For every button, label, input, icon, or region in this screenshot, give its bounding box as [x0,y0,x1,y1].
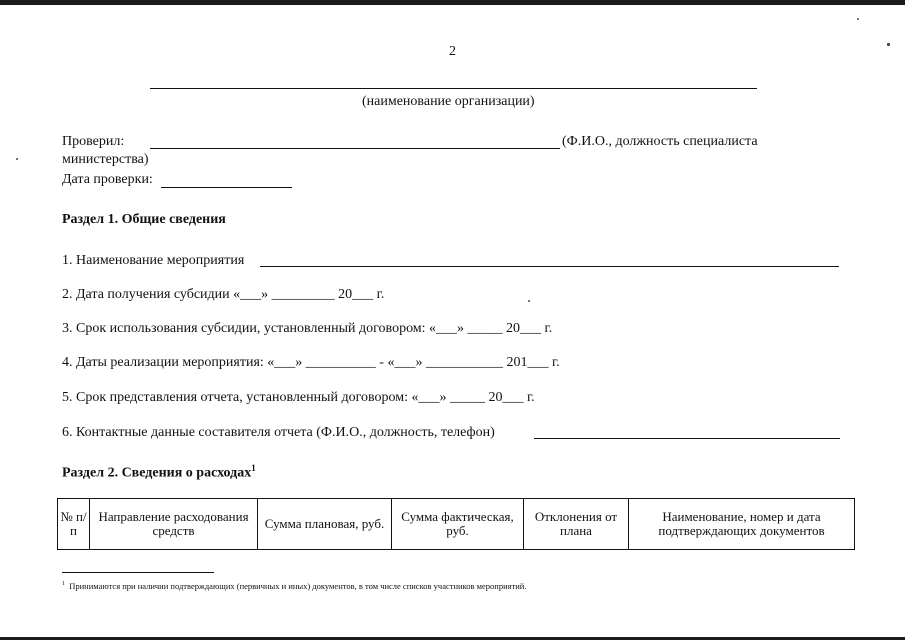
item-subsidy-term: 3. Срок использования субсидии, установленный договором: «___» _____ 20___ г. [62,321,553,336]
col-number-header: № п/п [58,499,90,550]
section2-footnote-mark: 1 [251,463,256,473]
footnote-separator [62,572,214,573]
event-name-line [260,266,839,267]
scan-speck [16,158,18,160]
scan-top-border [0,0,905,5]
page-number: 2 [449,44,456,59]
footnote-mark: 1 [62,581,65,588]
organization-name-caption: (наименование организации) [362,94,535,109]
section1-title: Раздел 1. Общие сведения [62,212,226,227]
footnote-text: Принимаются при наличии подтверждающих (первичных и иных) документов, в том числе списков участников мероприятий. [69,581,527,591]
item-event-name: 1. Наименование мероприятия [62,253,245,268]
col-planned-sum-header: Сумма плановая, руб. [258,499,392,550]
section2-title-text: Раздел 2. Сведения о расходах [62,465,252,481]
checked-by-hint: (Ф.И.О., должность специалиста [562,134,758,149]
checked-by-line [150,148,560,149]
item-contact-data: 6. Контактные данные составителя отчета (Ф.И.О., должность, телефон) [62,425,495,440]
contact-data-line [534,438,840,439]
checked-by-hint-continued: министерства) [62,152,149,167]
section2-title [62,460,256,482]
item-event-dates: 4. Даты реализации мероприятия: «___» __________ - «___» ___________ 201___ г. [62,355,560,370]
col-deviation-header: Отклонения от плана [524,499,629,550]
organization-name-line [150,88,757,89]
item-report-deadline: 5. Срок представления отчета, установленный договором: «___» _____ 20___ г. [62,390,535,405]
col-actual-sum-header: Сумма фактическая, руб. [392,499,524,550]
col-direction-header: Направление расходования средств [90,499,258,550]
col-documents-header: Наименование, номер и дата подтверждающих документов [629,499,855,550]
scan-speck [857,18,859,20]
check-date-line [161,187,292,188]
item-subsidy-date: 2. Дата получения субсидии «___» _________ 20___ г. [62,287,385,302]
table-header-row [58,499,855,550]
check-date-label: Дата проверки: [62,172,153,187]
footnote [62,581,526,591]
expenses-table [57,498,855,550]
scan-speck [528,300,530,302]
scan-speck [887,43,890,46]
checked-by-label: Проверил: [62,134,125,149]
